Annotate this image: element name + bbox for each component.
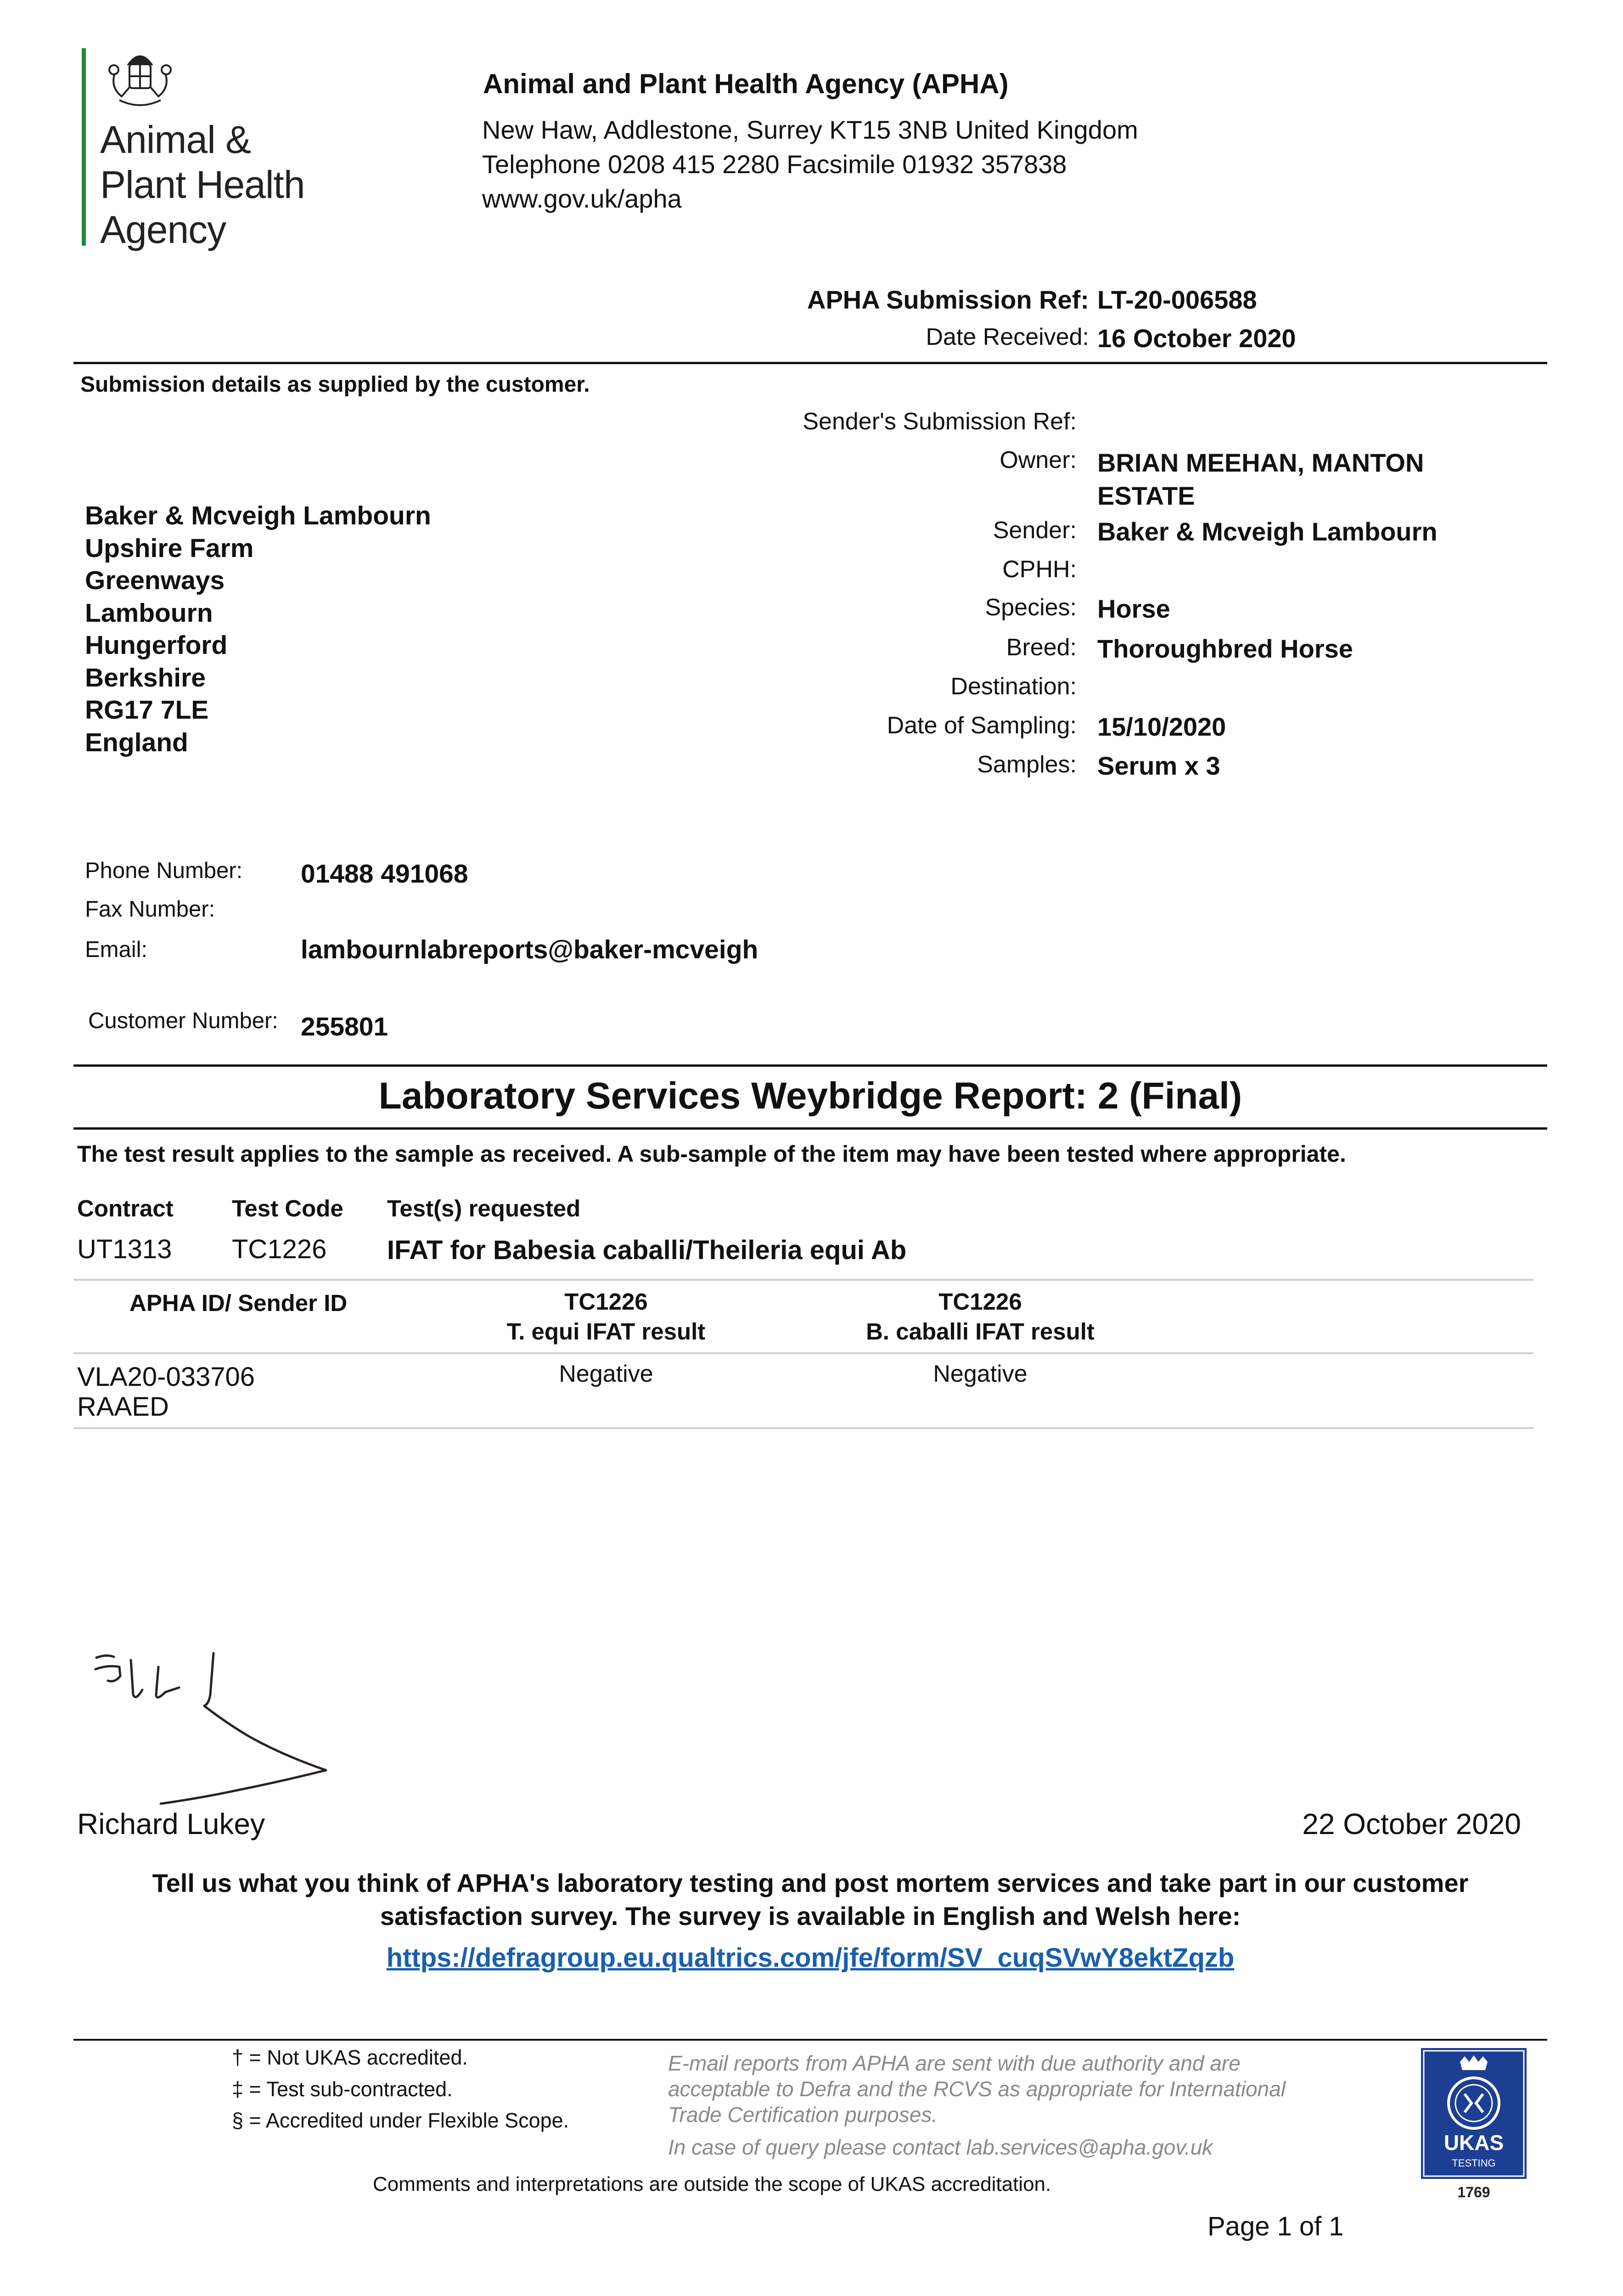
tests-cell-contract: UT1313 bbox=[77, 1234, 172, 1264]
footer-symbol-not-accredited: † = Not UKAS accredited. bbox=[232, 2046, 468, 2069]
survey-link[interactable]: https://defragroup.eu.qualtrics.com/jfe/form/SV_cuqSVwY8ektZqzb bbox=[386, 1943, 1235, 1973]
email-value[interactable]: lambournlabreports@baker-mcveigh bbox=[301, 935, 758, 964]
results-top-rule bbox=[73, 1279, 1533, 1281]
results-cell-t-equi: Negative bbox=[559, 1361, 653, 1387]
field-value-owner: BRIAN MEEHAN, MANTON ESTATE bbox=[1097, 448, 1424, 510]
agency-address: New Haw, Addlestone, Surrey KT15 3NB United Kingdom bbox=[482, 115, 1138, 144]
results-header-col2-code: TC1226 bbox=[938, 1289, 1022, 1315]
address-line: Upshire Farm bbox=[85, 533, 254, 563]
ukas-logo-text: UKAS bbox=[1443, 2131, 1504, 2155]
field-label-sender: Sender: bbox=[993, 517, 1077, 544]
agency-website[interactable]: www.gov.uk/apha bbox=[482, 184, 682, 213]
field-label-cphh: CPHH: bbox=[1002, 556, 1077, 583]
agency-name: Animal and Plant Health Agency (APHA) bbox=[483, 68, 1009, 99]
survey-text-line2: satisfaction survey. The survey is available in English and Welsh here: bbox=[380, 1902, 1241, 1930]
field-label-breed: Breed: bbox=[1006, 634, 1077, 661]
report-title-bottom-rule bbox=[73, 1127, 1547, 1130]
field-value-species: Horse bbox=[1097, 594, 1170, 623]
field-value-breed: Thoroughbred Horse bbox=[1097, 634, 1353, 663]
address-line: RG17 7LE bbox=[85, 695, 209, 725]
footer-email-note-line: acceptable to Defra and the RCVS as appropriate for International bbox=[668, 2077, 1286, 2101]
agency-telephone: Telephone 0208 415 2280 Facsimile 01932 357838 bbox=[482, 150, 1067, 179]
field-value-samples: Serum x 3 bbox=[1097, 751, 1220, 780]
ukas-logo-number: 1769 bbox=[1457, 2184, 1490, 2200]
tests-cell-test-code: TC1226 bbox=[232, 1234, 327, 1264]
report-note: The test result applies to the sample as received. A sub-sample of the item may have been tested where appropriate. bbox=[77, 1141, 1346, 1167]
tests-header-test-code: Test Code bbox=[232, 1195, 343, 1221]
survey-text-line1: Tell us what you think of APHA's laboratory testing and post mortem services and take part in our customer bbox=[152, 1868, 1469, 1897]
address-line: England bbox=[85, 727, 188, 757]
results-cell-b-caballi: Negative bbox=[933, 1361, 1028, 1387]
logo-line: Plant Health bbox=[100, 163, 305, 206]
signatory-name: Richard Lukey bbox=[77, 1807, 265, 1840]
footer-symbol-subcontracted: ‡ = Test sub-contracted. bbox=[232, 2077, 453, 2101]
date-received-value: 16 October 2020 bbox=[1097, 324, 1296, 353]
address-line: Lambourn bbox=[85, 598, 213, 628]
field-label-species: Species: bbox=[985, 594, 1077, 621]
submission-details-note: Submission details as supplied by the customer. bbox=[80, 372, 590, 397]
field-label-samples: Samples: bbox=[977, 751, 1077, 778]
date-received-label: Date Received: bbox=[926, 324, 1089, 350]
results-header-rule bbox=[73, 1352, 1533, 1354]
royal-crest-icon bbox=[101, 46, 179, 115]
signatory-date: 22 October 2020 bbox=[1302, 1807, 1521, 1840]
footer-email-note-line: Trade Certification purposes. bbox=[668, 2103, 938, 2127]
phone-value: 01488 491068 bbox=[301, 859, 468, 889]
fax-label: Fax Number: bbox=[85, 897, 215, 922]
results-header-col1-code: TC1226 bbox=[564, 1289, 648, 1315]
submission-ref-label: APHA Submission Ref: bbox=[807, 285, 1089, 314]
results-header-col1-name: T. equi IFAT result bbox=[506, 1318, 706, 1345]
field-label-sender-ref: Sender's Submission Ref: bbox=[803, 408, 1077, 435]
submission-ref-value: LT-20-006588 bbox=[1097, 285, 1257, 314]
logo-line: Animal & bbox=[100, 118, 251, 161]
logo-line: Agency bbox=[100, 208, 226, 251]
tests-header-contract: Contract bbox=[77, 1195, 174, 1221]
footer-ukas-note: Comments and interpretations are outside the scope of UKAS accreditation. bbox=[373, 2173, 1051, 2195]
footer-email-note bbox=[668, 2050, 1286, 2127]
field-label-owner: Owner: bbox=[1000, 447, 1077, 473]
email-label: Email: bbox=[85, 937, 148, 962]
customer-number-value: 255801 bbox=[301, 1012, 388, 1041]
customer-number-label: Customer Number: bbox=[88, 1008, 278, 1033]
results-header-col2-name: B. caballi IFAT result bbox=[866, 1318, 1095, 1345]
footer-query-note: In case of query please contact lab.services@apha.gov.uk bbox=[668, 2135, 1213, 2159]
ukas-logo-sub: TESTING bbox=[1452, 2157, 1496, 2169]
ukas-testing-logo bbox=[1421, 2048, 1527, 2204]
tests-header-requested: Test(s) requested bbox=[387, 1195, 581, 1221]
footer-email-note-line: E-mail reports from APHA are sent with due authority and are bbox=[668, 2051, 1241, 2075]
results-header-id: APHA ID/ Sender ID bbox=[129, 1290, 348, 1316]
header-divider bbox=[73, 362, 1547, 364]
report-title-top-rule bbox=[73, 1064, 1547, 1067]
footer-rule bbox=[73, 2039, 1547, 2041]
agency-logo-text bbox=[100, 117, 305, 252]
field-value-date-sampling: 15/10/2020 bbox=[1097, 712, 1226, 741]
phone-label: Phone Number: bbox=[85, 858, 243, 883]
footer-symbol-flexible-scope: § = Accredited under Flexible Scope. bbox=[232, 2109, 569, 2132]
signature-image bbox=[87, 1644, 344, 1805]
address-line: Hungerford bbox=[85, 630, 228, 660]
field-label-date-sampling: Date of Sampling: bbox=[887, 712, 1077, 739]
field-value-sender: Baker & Mcveigh Lambourn bbox=[1097, 517, 1438, 546]
results-cell-apha-id: VLA20-033706 bbox=[77, 1362, 255, 1392]
field-label-destination: Destination: bbox=[950, 673, 1077, 700]
tests-cell-requested: IFAT for Babesia caballi/Theileria equi Ab bbox=[387, 1235, 907, 1265]
page-number: Page 1 of 1 bbox=[1207, 2212, 1344, 2241]
results-bottom-rule bbox=[73, 1427, 1533, 1429]
address-line: Baker & Mcveigh Lambourn bbox=[85, 501, 431, 530]
address-line: Berkshire bbox=[85, 663, 206, 692]
address-line: Greenways bbox=[85, 566, 225, 595]
report-title: Laboratory Services Weybridge Report: 2 (Final) bbox=[378, 1075, 1242, 1117]
results-cell-sender-id: RAAED bbox=[77, 1392, 169, 1422]
customer-address bbox=[85, 500, 431, 759]
logo-accent-bar bbox=[82, 48, 86, 246]
